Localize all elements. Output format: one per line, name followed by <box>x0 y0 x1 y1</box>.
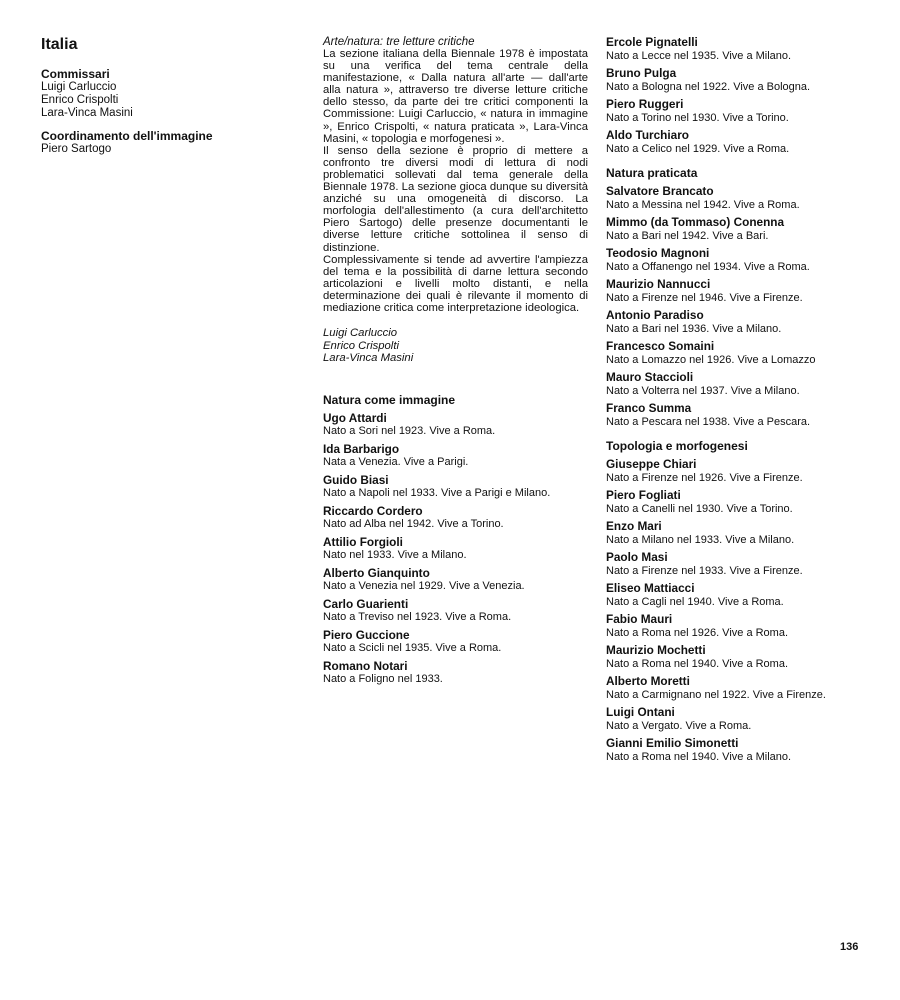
artist-entry <box>323 629 588 656</box>
artist-entry <box>606 98 881 125</box>
artist-entry <box>606 551 881 578</box>
artist-name: Piero Ruggeri <box>606 97 684 111</box>
essay-signatures <box>323 327 588 365</box>
artist-name: Maurizio Nannucci <box>606 277 711 291</box>
artist-bio: Nato a Napoli nel 1933. Vive a Parigi e Milano. <box>323 487 551 500</box>
artist-bio: Nato a Bologna nel 1922. Vive a Bologna. <box>606 80 811 93</box>
artist-entry <box>606 129 881 156</box>
artist-name: Eliseo Mattiacci <box>606 581 695 595</box>
artist-name: Guido Biasi <box>323 472 389 487</box>
artist-name: Alberto Moretti <box>606 674 690 688</box>
artist-bio: Nato a Bari nel 1936. Vive a Milano. <box>606 322 782 335</box>
artist-name: Alberto Gianquinto <box>323 565 430 580</box>
artist-name: Riccardo Cordero <box>323 503 423 518</box>
artist-entry <box>606 278 881 305</box>
page-number: 136 <box>840 941 859 953</box>
artist-name: Enzo Mari <box>606 519 662 533</box>
group-natura-come-immagine-continued <box>606 36 881 156</box>
artist-bio: Nato a Roma nel 1940. Vive a Roma. <box>606 657 789 670</box>
artist-entry <box>606 675 881 702</box>
commissioner-name: Lara-Vinca Masini <box>41 107 133 119</box>
artist-bio: Nato a Lecce nel 1935. Vive a Milano. <box>606 49 792 62</box>
artist-bio: Nato nel 1933. Vive a Milano. <box>323 549 467 562</box>
artist-name: Attilio Forgioli <box>323 534 403 549</box>
middle-column <box>323 36 588 691</box>
artist-name: Romano Notari <box>323 658 408 673</box>
artist-name: Teodosio Magnoni <box>606 246 710 260</box>
artist-entry <box>606 402 881 429</box>
left-column <box>41 36 281 156</box>
artist-bio: Nato a Venezia nel 1929. Vive a Venezia. <box>323 580 525 593</box>
group-natura-come-immagine <box>323 393 588 687</box>
coordinator-name: Piero Sartogo <box>41 143 112 155</box>
artist-bio: Nato a Roma nel 1926. Vive a Roma. <box>606 626 789 639</box>
artist-bio: Nata a Venezia. Vive a Parigi. <box>323 456 469 469</box>
artist-entry <box>606 737 881 764</box>
artist-name: Antonio Paradiso <box>606 308 704 322</box>
artist-bio: Nato a Milano nel 1933. Vive a Milano. <box>606 533 795 546</box>
essay-paragraph: Il senso della sezione è proprio di mettere a confronto tre diversi modi di lettura di nodi problematici sollevati dal tema generale della Biennale 1978. La sezione gioca dunque su diversità anziché su una omogeneità di discorso. La morfologia dell'allestimento (a cura dell'architetto Piero Sartogo) delle presenze documentanti le diverse letture critiche sottolinea il senso di distinzione. <box>323 144 588 254</box>
artist-entry <box>606 36 881 63</box>
artist-entry <box>606 613 881 640</box>
group-natura-praticata <box>606 166 881 429</box>
artist-entry <box>323 598 588 625</box>
artist-name: Ercole Pignatelli <box>606 35 698 49</box>
artist-bio: Nato a Vergato. Vive a Roma. <box>606 719 752 732</box>
artist-bio: Nato a Foligno nel 1933. <box>323 673 443 686</box>
artist-entry <box>323 567 588 594</box>
artist-bio: Nato a Volterra nel 1937. Vive a Milano. <box>606 384 800 397</box>
artist-entry <box>606 309 881 336</box>
artist-entry <box>606 371 881 398</box>
artist-name: Luigi Ontani <box>606 705 675 719</box>
artist-bio: Nato a Firenze nel 1926. Vive a Firenze. <box>606 471 803 484</box>
artist-bio: Nato a Pescara nel 1938. Vive a Pescara. <box>606 415 811 428</box>
artist-entry <box>606 489 881 516</box>
commissioner-name: Luigi Carluccio <box>41 81 117 93</box>
artist-entry <box>606 67 881 94</box>
artist-name: Salvatore Brancato <box>606 184 714 198</box>
group-title: Natura come immagine <box>323 392 456 407</box>
artist-name: Carlo Guarienti <box>323 596 409 611</box>
artist-name: Piero Fogliati <box>606 488 681 502</box>
artist-entry <box>323 474 588 501</box>
coordination-heading: Coordinamento dell'immagine <box>41 129 213 143</box>
artist-entry <box>323 536 588 563</box>
artist-entry <box>606 644 881 671</box>
artist-bio: Nato ad Alba nel 1942. Vive a Torino. <box>323 518 504 531</box>
artist-bio: Nato a Bari nel 1942. Vive a Bari. <box>606 229 769 242</box>
artist-entry <box>606 340 881 367</box>
artist-name: Franco Summa <box>606 401 692 415</box>
artist-entry <box>323 443 588 470</box>
artist-entry <box>606 582 881 609</box>
artist-bio: Nato a Cagli nel 1940. Vive a Roma. <box>606 595 784 608</box>
commissioner-name: Enrico Crispolti <box>41 94 119 106</box>
artist-entry <box>606 185 881 212</box>
right-column <box>606 36 881 768</box>
essay <box>323 36 588 365</box>
artist-entry <box>606 706 881 733</box>
artist-bio: Nato a Firenze nel 1933. Vive a Firenze. <box>606 564 803 577</box>
artist-entry <box>606 216 881 243</box>
signature: Lara-Vinca Masini <box>323 352 414 365</box>
artist-bio: Nato a Offanengo nel 1934. Vive a Roma. <box>606 260 810 273</box>
artist-bio: Nato a Canelli nel 1930. Vive a Torino. <box>606 502 793 515</box>
artist-name: Mimmo (da Tommaso) Conenna <box>606 215 785 229</box>
artist-entry <box>606 458 881 485</box>
signature: Enrico Crispolti <box>323 339 399 352</box>
artist-bio: Nato a Torino nel 1930. Vive a Torino. <box>606 111 789 124</box>
artist-name: Ugo Attardi <box>323 410 387 425</box>
essay-paragraph: Complessivamente si tende ad avvertire l'ampiezza del tema e la possibilità di darne lettura secondo articolazioni e livelli molto distanti, e nella determinazione dei quali è rilevante il momento di mediazione critica come interpretazione ideologica. <box>323 253 588 314</box>
commissioners-heading: Commissari <box>41 67 110 81</box>
artist-bio: Nato a Firenze nel 1946. Vive a Firenze. <box>606 291 803 304</box>
artist-name: Gianni Emilio Simonetti <box>606 736 739 750</box>
artist-entry <box>606 520 881 547</box>
essay-title: Arte/natura: tre letture critiche <box>323 36 475 48</box>
artist-bio: Nato a Treviso nel 1923. Vive a Roma. <box>323 611 512 624</box>
group-title: Topologia e morfogenesi <box>606 439 748 453</box>
group-topologia-e-morfogenesi <box>606 439 881 764</box>
artist-bio: Nato a Celico nel 1929. Vive a Roma. <box>606 142 790 155</box>
artist-name: Aldo Turchiaro <box>606 128 690 142</box>
artist-name: Paolo Masi <box>606 550 668 564</box>
artist-bio: Nato a Roma nel 1940. Vive a Milano. <box>606 750 792 763</box>
coordination-block <box>41 130 281 156</box>
artist-name: Maurizio Mochetti <box>606 643 706 657</box>
artist-bio: Nato a Carmignano nel 1922. Vive a Firenze. <box>606 688 826 701</box>
essay-paragraph: La sezione italiana della Biennale 1978 è impostata su una verifica del tema centrale della manifestazione, « Dalla natura all'arte — dall'arte alla natura », attraverso tre diverse letture critiche dello stesso, da parte dei tre critici componenti la Commissione: Luigi Carluccio, « natura in immagine », Enrico Crispolti, « natura praticata », Lara-Vinca Masini, « topologia e morfogenesi ». <box>323 48 588 145</box>
artist-entry <box>323 660 588 687</box>
artist-bio: Nato a Scicli nel 1935. Vive a Roma. <box>323 642 502 655</box>
artist-entry <box>606 247 881 274</box>
country-title: Italia <box>41 36 78 53</box>
group-title: Natura praticata <box>606 166 698 180</box>
artist-entry <box>323 412 588 439</box>
artist-bio: Nato a Lomazzo nel 1926. Vive a Lomazzo <box>606 353 816 366</box>
signature: Luigi Carluccio <box>323 327 398 340</box>
artist-name: Fabio Mauri <box>606 612 673 626</box>
artist-bio: Nato a Sori nel 1923. Vive a Roma. <box>323 425 496 438</box>
artist-name: Ida Barbarigo <box>323 441 400 456</box>
artist-name: Francesco Somaini <box>606 339 715 353</box>
artist-entry <box>323 505 588 532</box>
artist-name: Bruno Pulga <box>606 66 677 80</box>
artist-name: Piero Guccione <box>323 627 410 642</box>
artist-name: Mauro Staccioli <box>606 370 694 384</box>
commissioners-block <box>41 68 281 120</box>
artist-name: Giuseppe Chiari <box>606 457 697 471</box>
artist-bio: Nato a Messina nel 1942. Vive a Roma. <box>606 198 800 211</box>
